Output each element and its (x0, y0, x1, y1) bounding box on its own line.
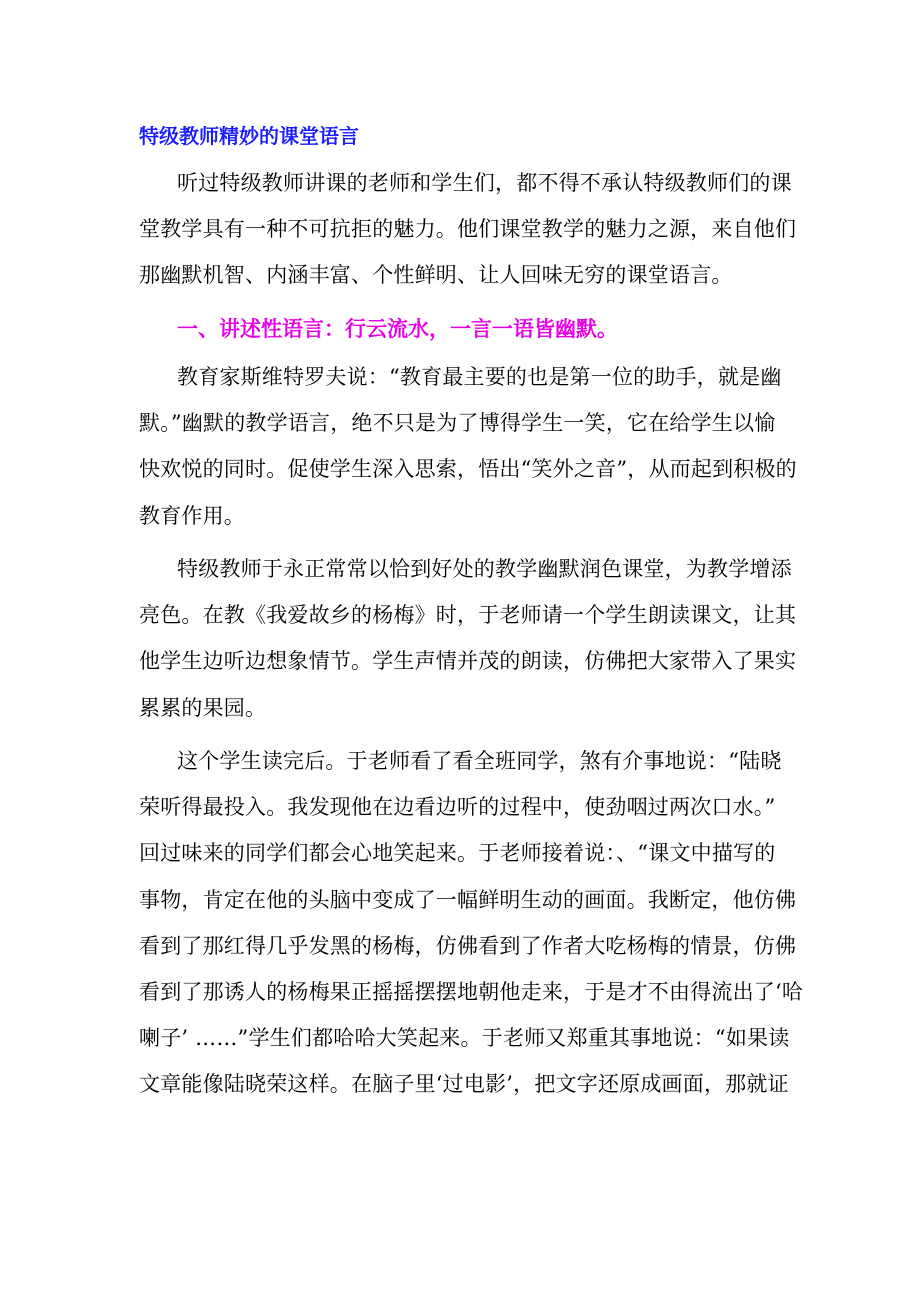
text-line: 这个学生读完后。于老师看了看全班同学，煞有介事地说：“陆晓 (177, 749, 782, 773)
text-line: 荣听得最投入。我发现他在边看边听的过程中，使劲咽过两次口水。” (139, 795, 776, 820)
text-line: 累累的果园。 (139, 695, 267, 720)
text-line: 看到了那红得几乎发黑的杨梅，仿佛看到了作者大吃杨梅的情景，仿佛 (139, 933, 797, 958)
text-line: 亮色。在教《我爱故乡的杨梅》时，于老师请一个学生朗读课文，让其 (139, 603, 797, 628)
text-line: 喇子’ ……”学生们都哈哈大笑起来。于老师又郑重其事地说：“如果读 (139, 1026, 790, 1051)
paragraph-intro (139, 160, 797, 299)
text-line: 教育家斯维特罗夫说：“教育最主要的也是第一位的助手，就是幽 (177, 365, 782, 389)
paragraph-example (139, 546, 797, 731)
text-line: 事物，肯定在他的头脑中变成了一幅鲜明生动的画面。我断定，他仿佛 (139, 887, 797, 912)
text-line: 堂教学具有一种不可抗拒的魅力。他们课堂教学的魅力之源，来自他们 (139, 217, 797, 242)
text-line: 那幽默机智、内涵丰富、个性鲜明、让人回味无穷的课堂语言。 (139, 263, 733, 288)
text-line: 看到了那诱人的杨梅果正摇摇摆摆地朝他走来，于是才不由得流出了‘哈 (139, 979, 804, 1004)
text-line: 文章能像陆晓荣这样。在脑子里‘过电影’，把文字还原成画面，那就证 (139, 1072, 789, 1097)
text-line: 快欢悦的同时。促使学生深入思索，悟出“笑外之音”，从而起到积极的 (139, 457, 797, 482)
section-heading: 一、讲述性语言：行云流水，一言一语皆幽默。 (177, 317, 618, 341)
text-line: 教育作用。 (139, 503, 245, 528)
paragraph-quote (139, 354, 797, 539)
document-title: 特级教师精妙的课堂语言 (139, 124, 359, 148)
paragraph-story (139, 738, 804, 1108)
text-line: 听过特级教师讲课的老师和学生们，都不得不承认特级教师们的课 (177, 171, 792, 195)
text-line: 默。”幽默的教学语言，绝不只是为了博得学生一笑，它在给学生以愉 (139, 411, 776, 436)
text-line: 特级教师于永正常常以恰到好处的教学幽默润色课堂，为教学增添 (177, 557, 792, 581)
text-line: 他学生边听边想象情节。学生声情并茂的朗读，仿佛把大家带入了果实 (139, 649, 797, 674)
text-line: 回过味来的同学们都会心地笑起来。于老师接着说：、“课文中描写的 (139, 841, 776, 866)
